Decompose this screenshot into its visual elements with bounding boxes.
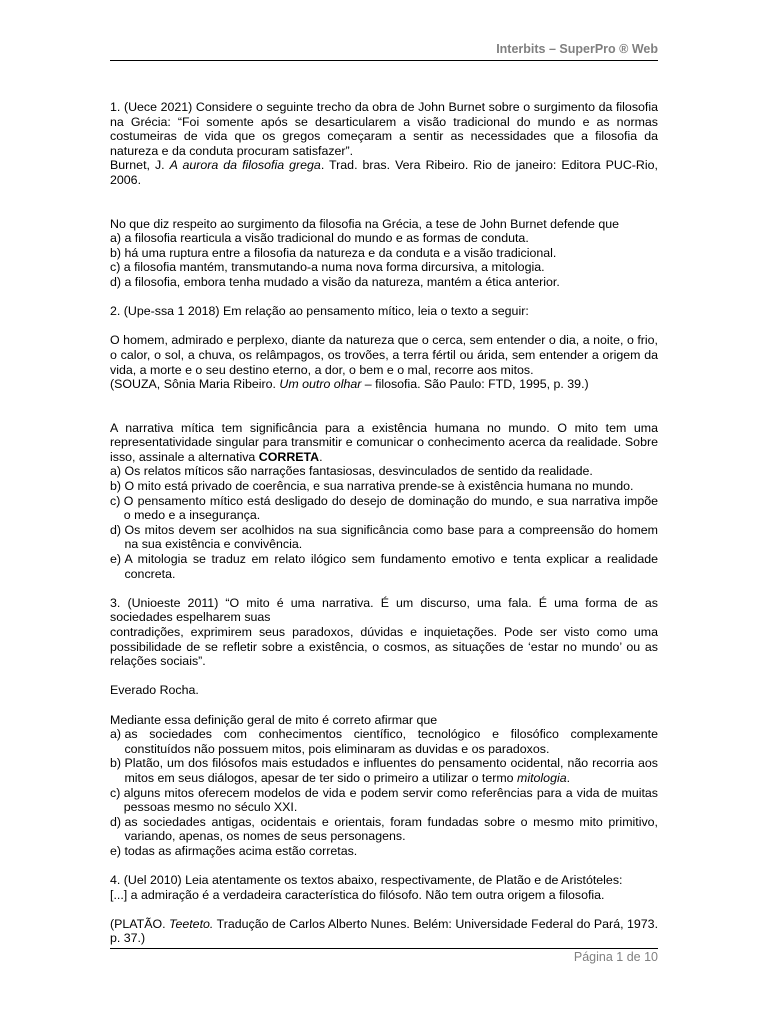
q1-cite-author: Burnet, J. bbox=[110, 158, 170, 173]
q3-intro bbox=[110, 596, 658, 625]
q2-cite-rest: – filosofia. São Paulo: FTD, 1995, p. 39.) bbox=[361, 377, 589, 392]
q3-intro-text: . (Unioeste 2011) “O mito é uma narrativa. É um discurso, uma fala. É uma forma de as sociedades espelharem suas bbox=[110, 595, 658, 625]
q2-stem-end: . bbox=[319, 449, 323, 464]
q3-option-b-main: Platão, um dos filósofos mais estudados e influentes do pensamento ocidental, não recorria aos mitos em seus diálogos, apesar de ter sido o primeiro a utilizar o termo bbox=[124, 756, 658, 785]
q1-option-c: c) a filosofia mantém, transmutando-a numa nova forma dircursiva, a mitologia. bbox=[110, 260, 545, 275]
q3-option-d bbox=[110, 815, 658, 844]
q3-option-a bbox=[110, 727, 658, 756]
q2-option-b bbox=[110, 479, 658, 494]
q2-citation bbox=[110, 377, 658, 392]
q3-option-e-letter: e) bbox=[110, 843, 125, 858]
q3-option-d-letter: d) bbox=[110, 814, 125, 829]
q4-citation bbox=[110, 917, 658, 946]
q2-stem-text: A narrativa mítica tem significância para a existência humana no mundo. O mito tem uma representatividade singular para transmitir e comunicar o conhecimento acerca da realidade. Sobre isso, assinale a alternativa bbox=[110, 420, 658, 464]
q2-option-c-text: O pensamento mítico está desligado do desejo de dominação do mundo, e sua narrativa impõe o medo e a insegurança. bbox=[123, 493, 658, 523]
page-header: Interbits – SuperPro ® Web bbox=[496, 42, 658, 56]
q3-number: 3 bbox=[110, 595, 117, 610]
q2-option-d bbox=[110, 523, 658, 552]
q3-option-d-text: as sociedades antigas, ocidentais e orientais, foram fundadas sobre o mesmo mito primitivo, variando, apenas, os nomes de seus personagens. bbox=[124, 814, 658, 844]
document-body bbox=[110, 100, 658, 946]
q2-option-b-letter: b) bbox=[110, 479, 125, 494]
q3-option-b-end: . bbox=[566, 770, 571, 785]
q4-number: 4 bbox=[110, 873, 117, 888]
q4-cite-rest: Tradução de Carlos Alberto Nunes. Belém: Universidade Federal do Pará, 1973. p. 37.) bbox=[110, 916, 659, 946]
q1-option-a: a) a filosofia rearticula a visão tradicional do mundo e as formas de conduta. bbox=[110, 231, 529, 246]
q4-text: [...] a admiração é a verdadeira característica do filósofo. Não tem outra origem a filosofia. bbox=[110, 887, 605, 902]
page-number: Página 1 de 10 bbox=[573, 950, 658, 964]
q3-option-b-italic: mitologia bbox=[517, 770, 567, 785]
q3-option-b bbox=[110, 756, 658, 785]
header-rule bbox=[110, 60, 658, 61]
q3-text: contradições, exprimirem seus paradoxos, dúvidas e inquietações. Pode ser visto como uma possibilidade de se refletir sobre a existência, o cosmos, as situações de ‘estar no mundo’ ou as relações sociais”. bbox=[110, 625, 658, 669]
q2-intro-text: . (Upe-ssa 1 2018) Em relação ao pensamento mítico, leia o texto a seguir: bbox=[116, 304, 529, 319]
q3-option-b-text bbox=[124, 756, 658, 785]
q2-option-a bbox=[110, 464, 658, 479]
q3-option-c bbox=[110, 786, 658, 815]
q2-stem-bold: CORRETA bbox=[258, 449, 320, 464]
q2-option-e-letter: e) bbox=[110, 552, 125, 567]
q2-option-d-text: Os mitos devem ser acolhidos na sua significância como base para a compreensão do homem na sua existência e convivência. bbox=[124, 522, 658, 552]
q1-citation bbox=[110, 158, 658, 187]
q3-author: Everado Rocha. bbox=[110, 683, 199, 698]
q1-intro bbox=[110, 100, 658, 158]
q1-option-b: b) há uma ruptura entre a filosofia da natureza e da conduta e a visão tradicional. bbox=[110, 245, 557, 260]
q2-intro bbox=[110, 304, 658, 319]
q2-option-c-letter: c) bbox=[110, 493, 124, 508]
q2-stem bbox=[110, 421, 658, 465]
q2-option-c bbox=[110, 494, 658, 523]
q3-option-c-text: alguns mitos oferecem modelos de vida e podem servir como referências para a vida de muitas pessoas mesmo no século XXI. bbox=[123, 785, 658, 815]
q3-option-c-letter: c) bbox=[110, 785, 124, 800]
q1-option-d: d) a filosofia, embora tenha mudado a visão da natureza, mantém a ética anterior. bbox=[110, 274, 560, 289]
q2-cite-author: (SOUZA, Sônia Maria Ribeiro. bbox=[110, 377, 280, 392]
q2-option-b-text: O mito está privado de coerência, e sua narrativa prende-se à existência humana no mundo. bbox=[124, 479, 634, 494]
q1-intro-text: . (Uece 2021) Considere o seguinte trecho da obra de John Burnet sobre o surgimento da filosofia na Grécia: “Foi somente após se desarticularem a visão tradicional do mundo e as normas costumeiras de vida que os gregos começaram a sentir as necessidades que a filosofia da natureza e da conduta procuram satisfazer”. bbox=[110, 100, 658, 158]
q2-option-e-text: A mitologia se traduz em relato ilógico sem fundamento emotivo e tenta explicar a realidade concreta. bbox=[124, 552, 658, 581]
q2-option-a-text: Os relatos míticos são narrações fantasiosas, desvinculados de sentido da realidade. bbox=[124, 464, 593, 479]
footer-rule bbox=[110, 948, 658, 949]
q3-option-a-text: as sociedades com conhecimentos científico, tecnológico e filosófico complexamente constituídos não possuem mitos, pois eliminaram as duvidas e os paradoxos. bbox=[124, 727, 658, 756]
q2-option-d-letter: d) bbox=[110, 522, 125, 537]
q2-option-e bbox=[110, 552, 658, 581]
q2-number: 2 bbox=[110, 304, 117, 319]
q2-cite-title: Um outro olhar bbox=[279, 377, 362, 392]
q2-text: O homem, admirado e perplexo, diante da natureza que o cerca, sem entender o dia, a noite, o frio, o calor, o sol, a chuva, os relâmpagos, os trovões, a terra fértil ou árida, sem entender a origem da vida, a morte e o seu destino eterno, a dor, o bem e o mal, recorre aos mitos. bbox=[110, 333, 658, 377]
q1-cite-rest: . Trad. bras. Vera Ribeiro. Rio de janeiro: Editora PUC-Rio, 2006. bbox=[110, 158, 658, 187]
q4-cite-author: (PLATÃO. bbox=[110, 916, 170, 931]
q4-intro-text: . (Uel 2010) Leia atentamente os textos abaixo, respectivamente, de Platão e de Aristóteles: bbox=[116, 873, 623, 888]
q3-option-a-letter: a) bbox=[110, 727, 125, 742]
q2-option-a-letter: a) bbox=[110, 464, 125, 479]
q3-stem: Mediante essa definição geral de mito é correto afirmar que bbox=[110, 712, 438, 727]
q4-intro bbox=[110, 873, 658, 888]
q3-option-e bbox=[110, 844, 658, 859]
q3-option-e-text: todas as afirmações acima estão corretas. bbox=[124, 843, 358, 858]
q1-stem: No que diz respeito ao surgimento da filosofia na Grécia, a tese de John Burnet defende que bbox=[110, 216, 620, 231]
q4-cite-title: Teeteto. bbox=[169, 916, 214, 931]
q3-option-b-letter: b) bbox=[110, 756, 125, 771]
q1-number: 1 bbox=[110, 100, 117, 114]
q1-cite-title: A aurora da filosofia grega bbox=[169, 158, 321, 173]
